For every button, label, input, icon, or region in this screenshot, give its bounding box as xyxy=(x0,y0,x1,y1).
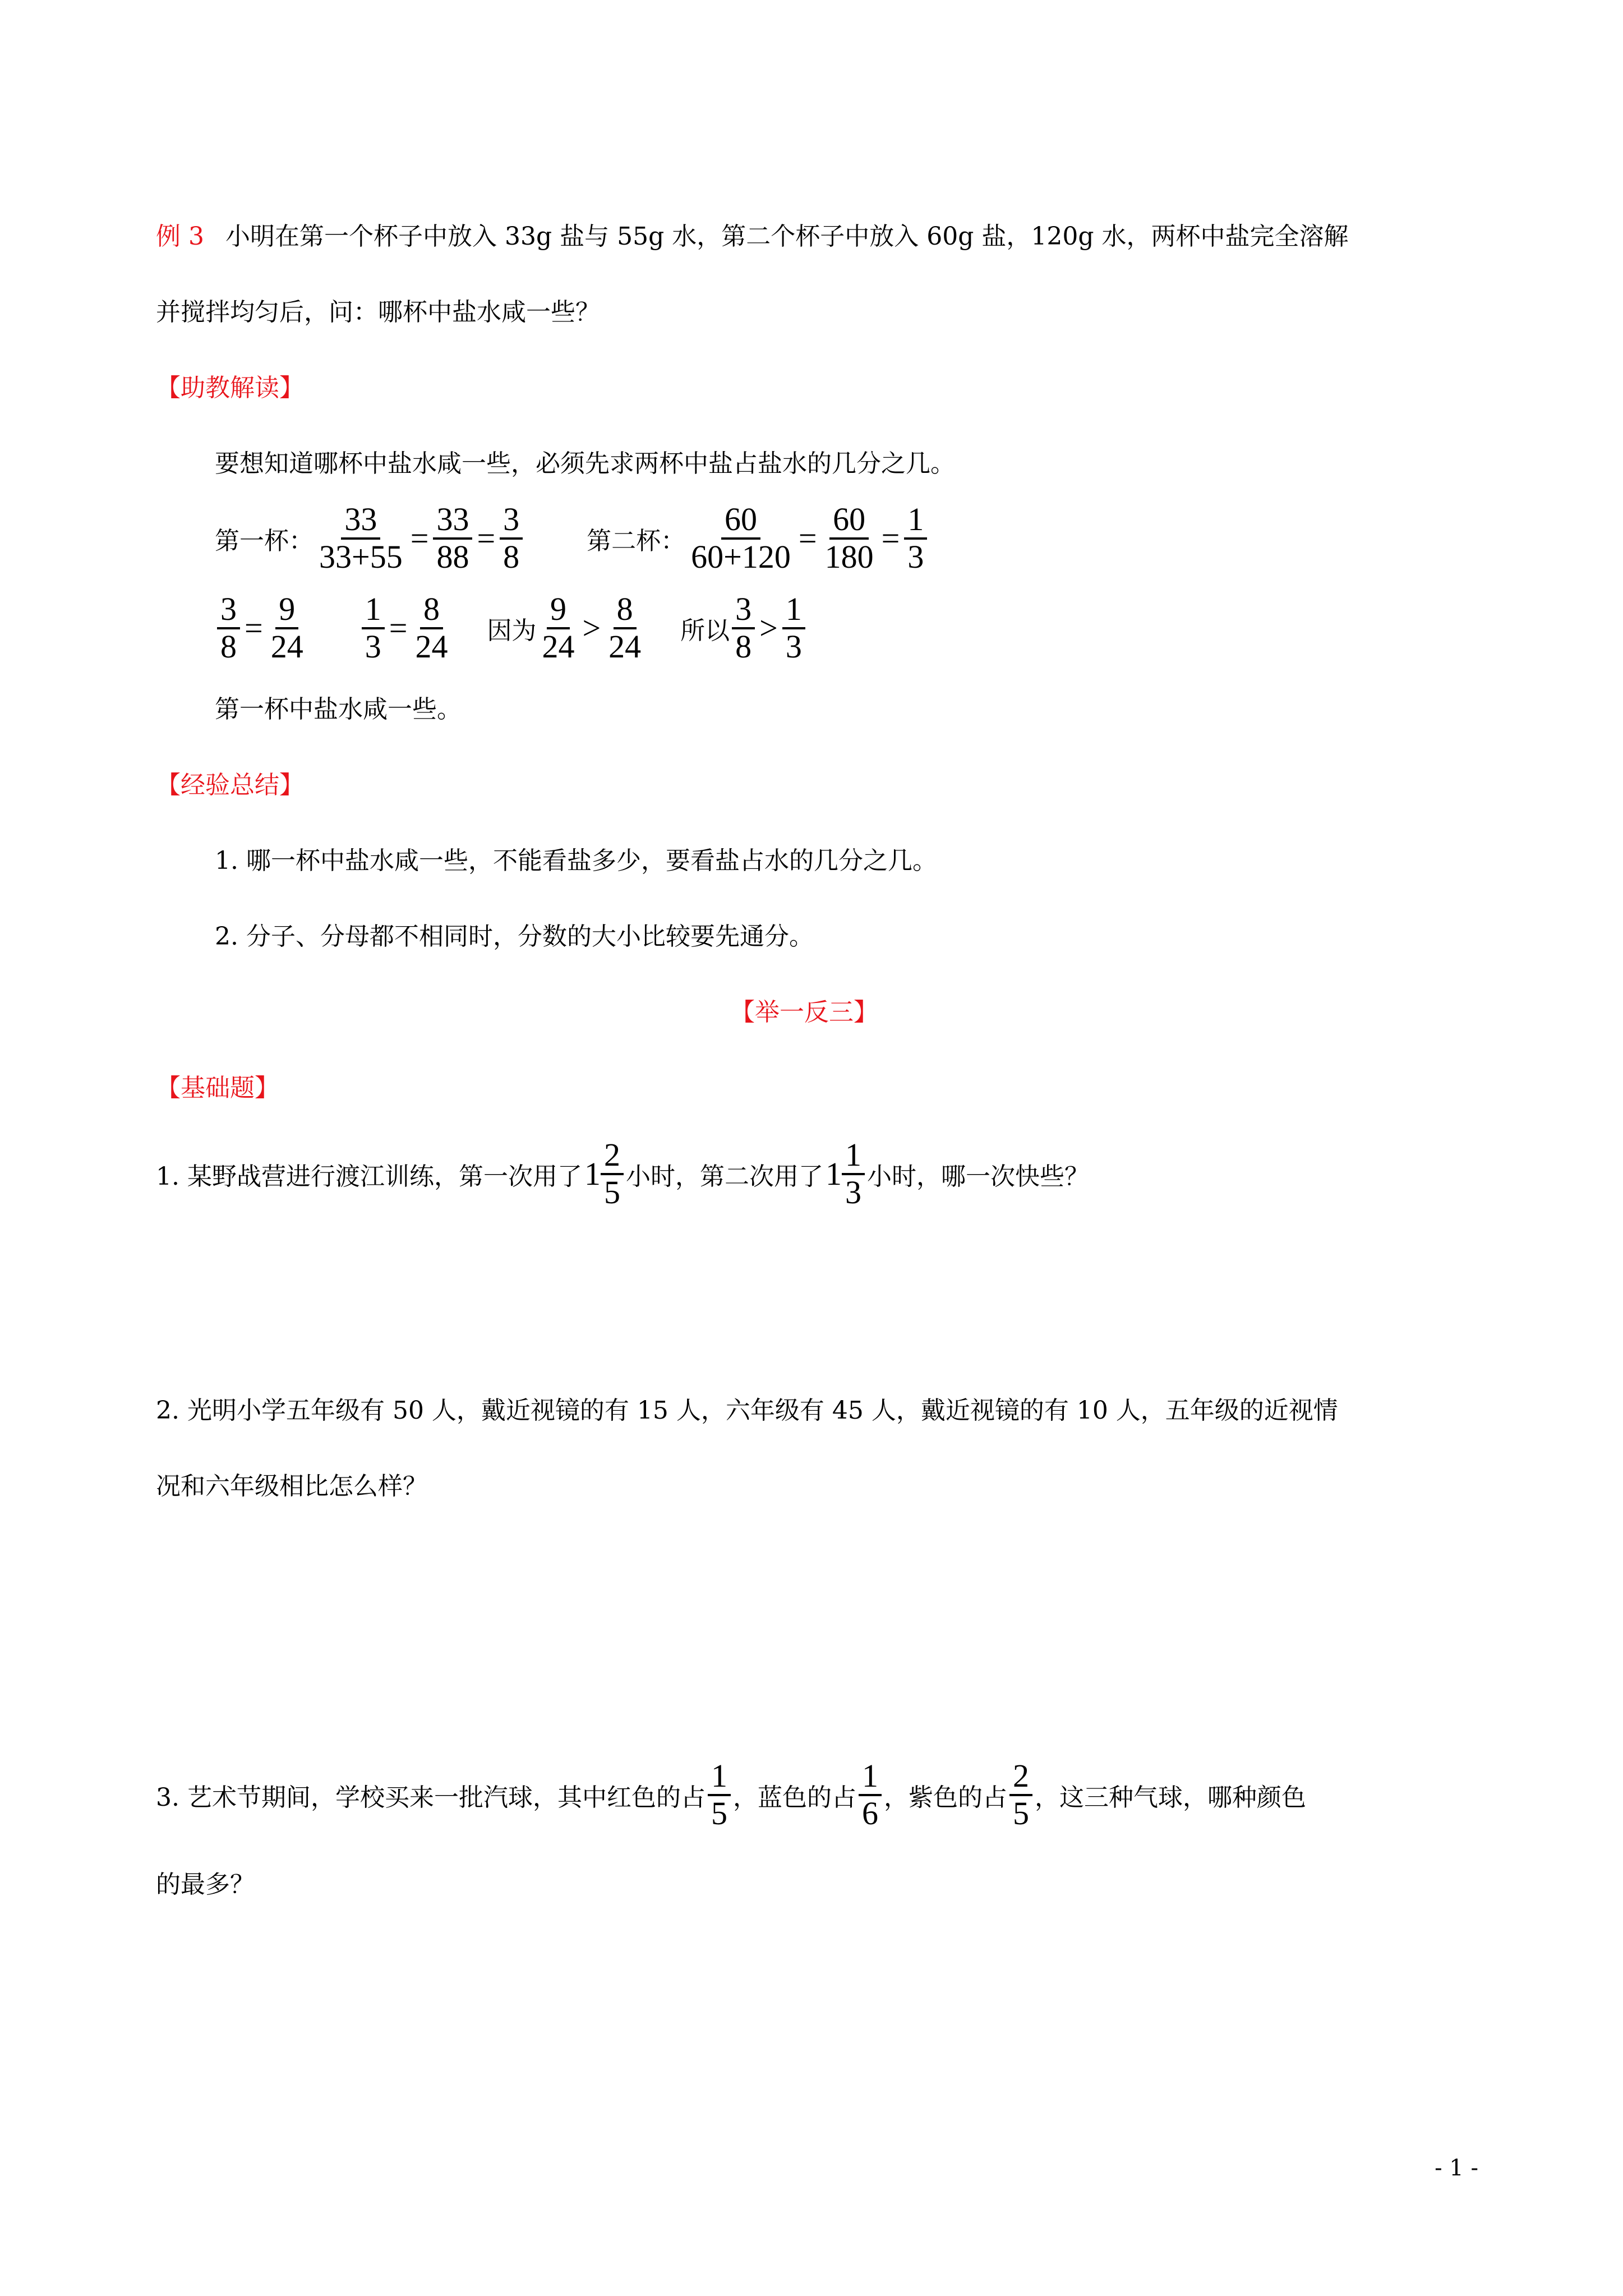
cup1-fraction-3: $\frac{3}{8}$ xyxy=(500,502,523,574)
practice-heading: 【举一反三】 xyxy=(730,998,878,1027)
question-3-line-2: 的最多？ xyxy=(156,1870,255,1899)
summary-heading: 【经验总结】 xyxy=(156,771,304,799)
basic-heading: 【基础题】 xyxy=(156,1074,279,1102)
question-2-line-1: 2. 光明小学五年级有 50 人，戴近视镜的有 15 人，六年级有 45 人，戴近视镜的有 10 人，五年级的近视情 xyxy=(156,1396,1338,1425)
analysis-heading: 【助教解读】 xyxy=(156,374,304,402)
summary-point-2: 2. 分子、分母都不相同时，分数的大小比较要先通分。 xyxy=(215,922,814,951)
question-2-line-2: 况和六年级相比怎么样？ xyxy=(156,1472,427,1501)
example-line-1 xyxy=(156,220,1349,254)
q3-fraction-red: $\frac{1}{5}$ xyxy=(708,1759,731,1831)
compare-fraction: $\frac{9}{24}$ xyxy=(270,591,303,665)
compare-fraction: $\frac{8}{24}$ xyxy=(415,591,448,665)
analysis-intro: 要想知道哪杯中盐水咸一些，必须先求两杯中盐占盐水的几分之几。 xyxy=(215,449,955,478)
so-label: 所以 xyxy=(680,616,730,645)
because-label: 因为 xyxy=(487,616,537,645)
compare-fraction: $\frac{3}{8}$ xyxy=(732,592,755,664)
page-number: - 1 - xyxy=(1435,2155,1478,2181)
compare-fraction: $\frac{3}{8}$ xyxy=(217,592,240,664)
cup1-fraction-1: $\frac{33}{33+55}$ xyxy=(319,501,403,575)
cup2-fraction-2: $\frac{60}{180}$ xyxy=(824,501,874,575)
summary-point-1: 1. 哪一杯中盐水咸一些，不能看盐多少，要看盐占水的几分之几。 xyxy=(215,846,937,875)
compare-fraction: $\frac{9}{24}$ xyxy=(542,591,575,665)
compare-fraction: $\frac{1}{3}$ xyxy=(782,592,805,664)
example-text-1: 小明在第一个杯子中放入 33g 盐与 55g 水，第二个杯子中放入 60g 盐，120g 水，两杯中盐完全溶解 xyxy=(225,222,1349,251)
cup2-fraction-1: $\frac{60}{60+120}$ xyxy=(691,501,791,575)
question-3: 3. 艺术节期间，学校买来一批汽球，其中红色的占 $\frac{1}{5}$ ，蓝色的占 $\frac{1}{6}$ ，紫色的占 $\frac{2}{5}$ ，这三种气球，哪种颜色 xyxy=(156,1757,1306,1832)
cup2-fraction-3: $\frac{1}{3}$ xyxy=(904,502,927,574)
q1-fraction-2: $\frac{1}{3}$ xyxy=(842,1138,865,1210)
cup2-label: 第二杯： xyxy=(587,526,686,555)
cup1-fraction-2: $\frac{33}{88}$ xyxy=(433,502,472,574)
q3-fraction-purple: $\frac{2}{5}$ xyxy=(1009,1759,1032,1831)
cup1-label: 第一杯： xyxy=(215,526,313,555)
compare-row: $\frac{3}{8}$ = $\frac{9}{24}$ $\frac{1}{3}$ = $\frac{8}{24}$ 因为 $\frac{9}{24}$ > $\frac{8}{24}$ 所以 $\frac{3}{8}$ > $\frac{1}{3}$ xyxy=(215,592,808,664)
example-label: 例 3 xyxy=(156,222,204,251)
q3-fraction-blue: $\frac{1}{6}$ xyxy=(859,1759,882,1831)
compare-fraction: $\frac{8}{24}$ xyxy=(608,591,642,665)
question-1: 1. 某野战营进行渡江训练，第一次用了 1 $\frac{2}{5}$ 小时，第二次用了 1 $\frac{1}{3}$ 小时，哪一次快些？ xyxy=(156,1137,1089,1211)
example-line-2: 并搅拌均匀后，问：哪杯中盐水咸一些？ xyxy=(156,298,600,326)
q1-fraction-1: $\frac{2}{5}$ xyxy=(601,1138,624,1210)
compare-fraction: $\frac{1}{3}$ xyxy=(362,592,385,664)
cup-fraction-row: 第一杯： $\frac{33}{33+55}$ = $\frac{33}{88}$ = $\frac{3}{8}$ 第二杯： $\frac{60}{60+120}$ = $\frac{60}{180}$ = $\frac{1}{3}$ xyxy=(215,502,929,574)
analysis-conclusion: 第一杯中盐水咸一些。 xyxy=(215,695,462,724)
